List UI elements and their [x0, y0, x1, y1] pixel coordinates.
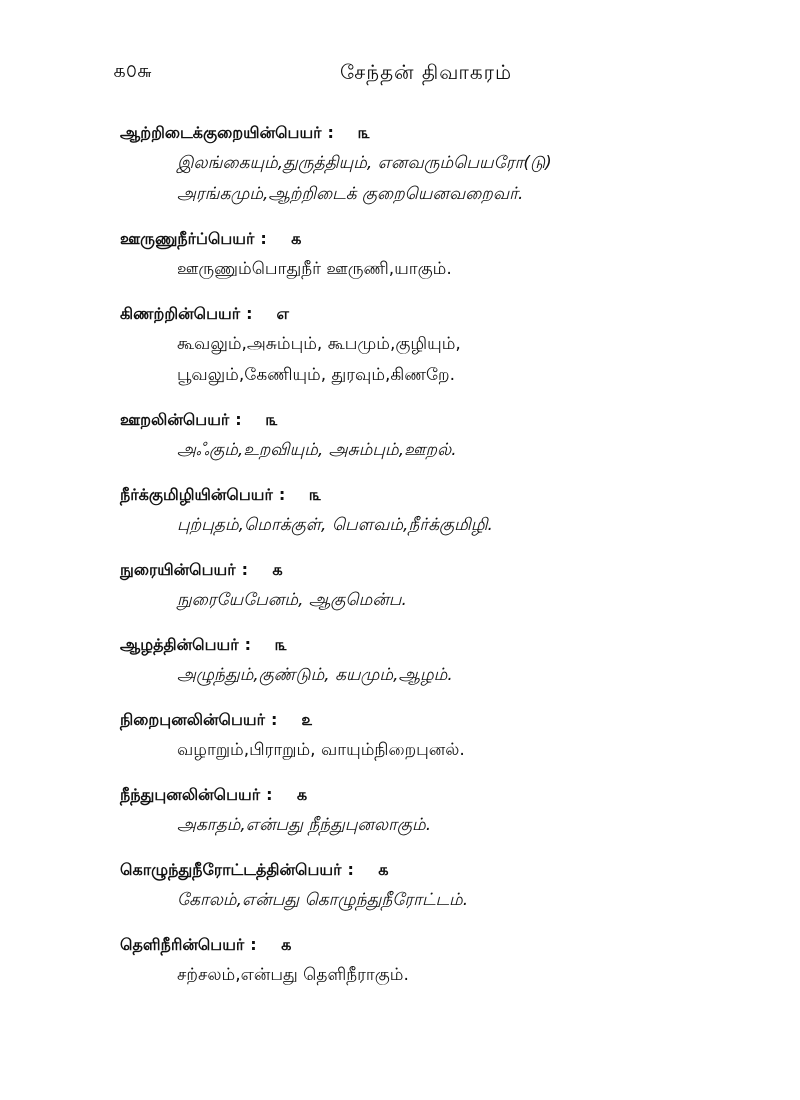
entries-list: [0, 118, 800, 1005]
entry: [0, 930, 800, 991]
entry-heading: [0, 555, 800, 585]
heading-separator: :: [235, 410, 242, 429]
entry: [0, 855, 800, 916]
entry-heading: [0, 405, 800, 435]
entry-heading: [0, 705, 800, 735]
verse-line: சற்சலம்,என்பது தெளிநீராகும்.: [177, 965, 409, 985]
verse-line: அரங்கமும்,ஆற்றிடைக் குறையெனவறைவர்.: [177, 184, 524, 204]
entry-count: ௩: [275, 635, 288, 654]
entry-count: ௩: [309, 485, 322, 504]
heading-separator: :: [347, 860, 354, 879]
verse-line: அகாதம்,என்பது நீந்துபுனலாகும்.: [177, 815, 432, 835]
heading-separator: :: [270, 710, 278, 729]
entry-heading-text: கொழுந்துநீரோட்டத்தின்பெயர்: [120, 860, 342, 879]
verse-line: கோலம்,என்பது கொழுந்துநீரோட்டம்.: [177, 890, 469, 910]
verse-line: நுரையேபேனம், ஆகுமென்ப.: [177, 590, 407, 610]
entry-count: ௧: [290, 229, 302, 248]
entry-count: ௩: [265, 410, 278, 429]
entry-count: எ: [276, 304, 289, 323]
running-title: சேந்தன் திவாகரம்: [340, 60, 513, 84]
entry: [0, 299, 800, 391]
entry-heading: [0, 299, 800, 329]
verse-line: வழாறும்,பிராறும், வாயும்நிறைபுனல்.: [177, 740, 465, 760]
entry-heading: [0, 118, 800, 148]
entry-heading-text: ஆழத்தின்பெயர்: [120, 635, 239, 654]
verse-line: அஃகும்,உறவியும், அசும்பும்,ஊறல்.: [177, 440, 457, 460]
entry-count: ௩: [357, 123, 371, 142]
entry: [0, 480, 800, 541]
entry-heading: [0, 930, 800, 960]
entry-heading-text: நுரையின்பெயர்: [120, 560, 236, 579]
heading-separator: :: [246, 304, 253, 323]
entry-heading-text: நீர்க்குமிழியின்பெயர்: [120, 485, 273, 504]
entry-count: ௧: [280, 935, 292, 954]
entry-heading-text: தெளிநீரின்பெயர்: [120, 935, 245, 954]
entry-count: ௨: [301, 710, 313, 729]
entry-count: ௧: [377, 860, 389, 879]
entry: [0, 705, 800, 766]
entry-heading: [0, 780, 800, 810]
heading-separator: :: [260, 229, 267, 248]
entry-heading-text: ஊருணுநீர்ப்பெயர்: [120, 229, 255, 248]
entry: [0, 224, 800, 285]
verse-line: அழுந்தும்,குண்டும், கயமும்,ஆழம்.: [177, 665, 453, 685]
entry: [0, 630, 800, 691]
entry-heading: [0, 855, 800, 885]
entry-heading: [0, 480, 800, 510]
entry-heading: [0, 224, 800, 254]
heading-separator: :: [327, 123, 334, 142]
verse-line: இலங்கையும்,துருத்தியும், எனவரும்பெயரோ(டு): [177, 153, 552, 173]
page-number: ௧௦௬: [113, 60, 153, 82]
heading-separator: :: [250, 935, 257, 954]
verse-line: பூவலும்,கேணியும், துரவும்,கிணறே.: [177, 365, 456, 385]
entry-count: ௧: [272, 560, 283, 579]
entry: [0, 405, 800, 466]
verse-line: புற்புதம்,மொக்குள், பௌவம்,நீர்க்குமிழி.: [177, 515, 493, 535]
entry: [0, 555, 800, 616]
entry-count: ௧: [296, 785, 308, 804]
entry-heading-text: ஊறலின்பெயர்: [120, 410, 230, 429]
verse-line: ஊருணும்பொதுநீர் ஊருணி,யாகும்.: [177, 259, 452, 279]
heading-separator: :: [244, 635, 251, 654]
entry-heading-text: நீந்துபுனலின்பெயர்: [120, 785, 261, 804]
entry-heading-text: ஆற்றிடைக்குறையின்பெயர்: [120, 123, 322, 142]
entry: [0, 780, 800, 841]
heading-separator: :: [241, 560, 249, 579]
heading-separator: :: [266, 785, 273, 804]
entry-heading-text: கிணற்றின்பெயர்: [120, 304, 241, 323]
entry: [0, 118, 800, 210]
entry-heading: [0, 630, 800, 660]
heading-separator: :: [278, 485, 286, 504]
entry-heading-text: நிறைபுனலின்பெயர்: [120, 710, 265, 729]
verse-line: கூவலும்,அசும்பும், கூபமும்,குழியும்,: [177, 334, 461, 354]
page-header: [0, 60, 800, 90]
